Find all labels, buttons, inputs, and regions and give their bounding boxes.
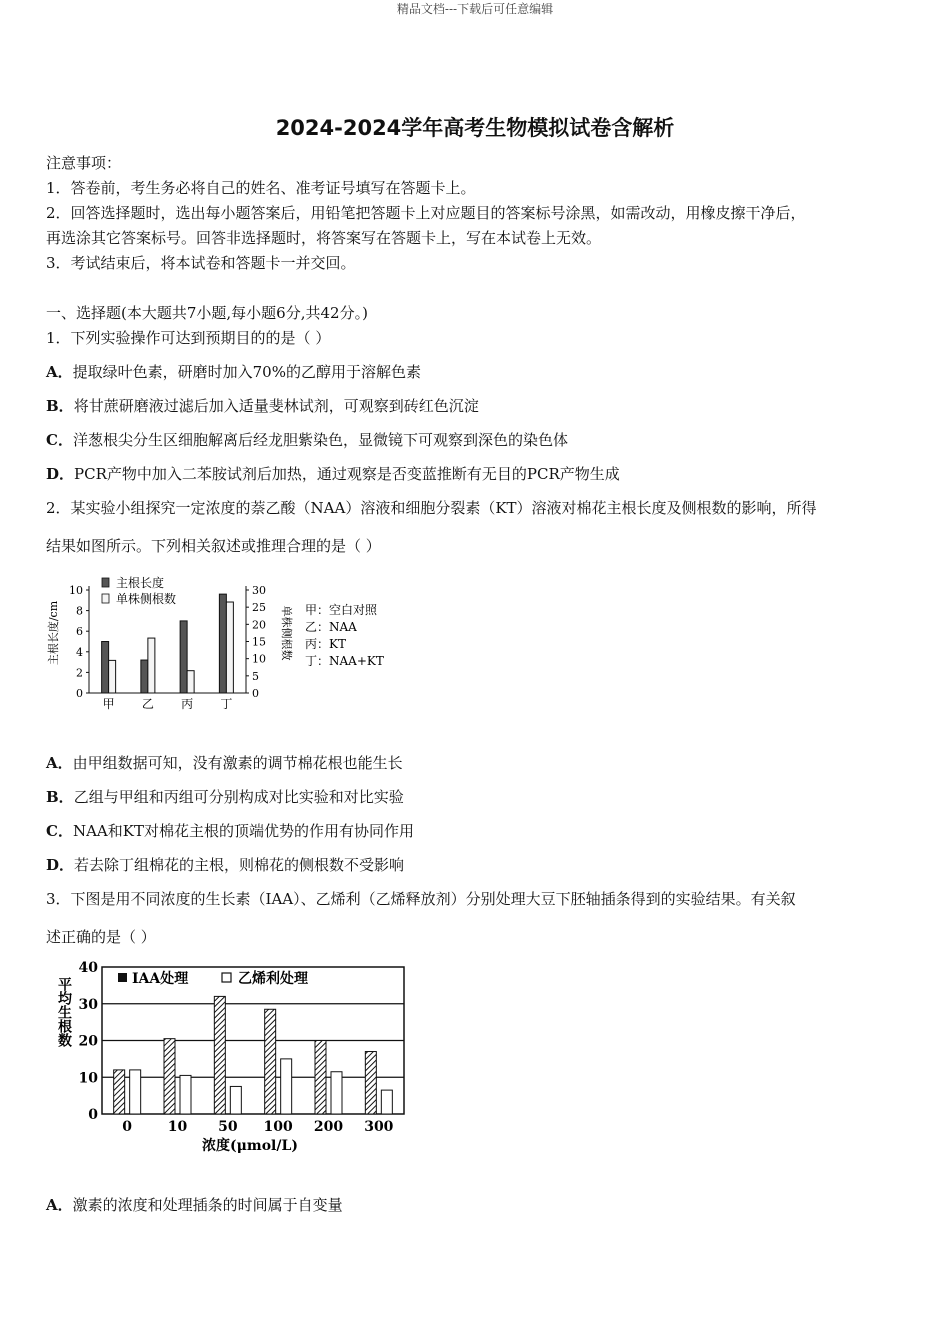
group-legend-item: 丁：NAA+KT	[305, 654, 384, 668]
notice-item: 1．答卷前，考生务必将自己的姓名、准考证号填写在答题卡上。	[46, 179, 476, 197]
ethephon-bar	[130, 1070, 141, 1114]
chart2-y-tick-label: 10	[78, 1070, 98, 1087]
notice-item: 3．考试结束后，将本试卷和答题卡一并交回。	[46, 254, 356, 272]
question-2-option-a: A．由甲组数据可知，没有激素的调节棉花根也能生长	[46, 754, 403, 772]
chart2-y-tick-label: 0	[88, 1107, 98, 1123]
legend-lateral-root: 单株侧根数	[116, 592, 177, 606]
main-root-bar	[141, 660, 148, 693]
chart2-x-tick-label: 200	[313, 1119, 344, 1135]
legend-iaa: IAA处理	[132, 971, 189, 987]
chart1-left-tick-label: 8	[76, 604, 83, 618]
chart2-y-tick-label: 30	[78, 996, 98, 1013]
lateral-root-bar	[148, 638, 155, 693]
chart1-left-tick-label: 4	[76, 645, 83, 659]
lateral-root-bar	[226, 602, 233, 693]
lateral-root-bar	[109, 660, 116, 693]
ethephon-bar	[180, 1075, 191, 1114]
question-2-option-d: D．若去除丁组棉花的主根，则棉花的侧根数不受影响	[46, 856, 405, 874]
notice-item: 再选涂其它答案标号。回答非选择题时，将答案写在答题卡上，写在本试卷上无效。	[46, 229, 602, 247]
main-root-bar	[219, 594, 226, 693]
question-3-stem: 3．下图是用不同浓度的生长素（IAA）、乙烯利（乙烯释放剂）分别处理大豆下胚轴插条得到的实验结果。有关叙	[46, 890, 796, 908]
chart2-x-tick-label: 100	[263, 1119, 293, 1135]
question-1-option-b: B．将甘蔗研磨液过滤后加入适量斐林试剂，可观察到砖红色沉淀	[46, 397, 479, 415]
chart1-right-tick-label: 15	[252, 635, 266, 649]
chart1-right-tick-label: 20	[252, 618, 266, 632]
ethephon-bar	[230, 1086, 241, 1114]
legend-swatch-lateral-root	[102, 594, 109, 603]
legend-ethephon: 乙烯利处理	[238, 971, 308, 987]
legend-swatch-main-root	[102, 578, 109, 587]
chart1-legend	[102, 575, 176, 606]
chart1-right-tick-label: 0	[252, 687, 259, 700]
chart1-category-label: 乙	[141, 697, 154, 711]
question-1-option-c: C．洋葱根尖分生区细胞解离后经龙胆紫染色，显微镜下可观察到深色的染色体	[46, 431, 568, 449]
ethephon-bar	[381, 1090, 392, 1114]
chart1-left-tick-label: 10	[69, 584, 83, 597]
ethephon-bar	[331, 1072, 342, 1114]
chart2-x-tick-label: 300	[364, 1119, 394, 1135]
iaa-bar	[365, 1052, 376, 1114]
chart1-left-tick-label: 2	[76, 666, 83, 680]
chart1-category-label: 丙	[181, 697, 194, 711]
main-root-bar	[180, 621, 187, 693]
chart2-x-tick-label: 10	[167, 1119, 188, 1135]
chart1-left-tick-label: 0	[76, 687, 83, 700]
chart1-group-legend	[305, 602, 384, 668]
chart2-x-tick-label: 0	[122, 1119, 133, 1135]
section-heading: 一、选择题(本大题共7小题,每小题6分,共42分。)	[46, 304, 368, 322]
rooting-bar-chart	[44, 956, 414, 1156]
group-legend-item: 乙：NAA	[305, 620, 357, 634]
lateral-root-bar	[187, 671, 194, 693]
question-1-stem: 1．下列实验操作可达到预期目的的是（ ）	[46, 329, 331, 347]
chart1-category-label: 丁	[220, 697, 233, 711]
legend-main-root: 主根长度	[116, 576, 165, 590]
chart1-category-label: 甲	[102, 697, 115, 711]
notice-heading: 注意事项：	[46, 154, 122, 172]
chart2-y-tick-label: 40	[78, 960, 98, 976]
question-2-option-c: C．NAA和KT对棉花主根的顶端优势的作用有协同作用	[46, 822, 414, 840]
legend-swatch-iaa	[118, 973, 127, 982]
iaa-bar	[114, 1070, 125, 1114]
chart2-x-tick-label: 50	[218, 1119, 238, 1135]
group-legend-item: 丙：KT	[305, 637, 346, 651]
root-bar-chart	[40, 570, 400, 720]
iaa-bar	[214, 996, 225, 1114]
main-root-bar	[102, 642, 109, 694]
chart2-ylabel: 平均生根数	[56, 977, 72, 1047]
question-1-option-a: A．提取绿叶色素，研磨时加入70%的乙醇用于溶解色素	[46, 363, 421, 381]
chart1-right-tick-label: 10	[252, 652, 266, 666]
ethephon-bar	[281, 1059, 292, 1114]
question-2-stem: 2．某实验小组探究一定浓度的萘乙酸（NAA）溶液和细胞分裂素（KT）溶液对棉花主根长度及侧根数的影响，所得	[46, 499, 817, 517]
group-legend-item: 甲：空白对照	[305, 603, 378, 617]
header-note: 精品文档---下载后可任意编辑	[396, 2, 554, 16]
question-2-option-b: B．乙组与甲组和丙组可分别构成对比实验和对比实验	[46, 788, 404, 806]
question-2-stem-cont: 结果如图所示。下列相关叙述或推理合理的是（ ）	[46, 537, 381, 555]
chart1-ylabel-right: 单株侧根数	[280, 605, 293, 661]
page-title: 2024-2024学年高考生物模拟试卷含解析	[275, 116, 675, 140]
chart2-xlabel: 浓度(μmol/L)	[202, 1138, 298, 1154]
iaa-bar	[164, 1039, 175, 1114]
chart2-y-tick-label: 20	[78, 1033, 98, 1050]
chart1-ylabel: 主根长度/cm	[47, 600, 60, 666]
question-3-option-a: A．激素的浓度和处理插条的时间属于自变量	[46, 1196, 343, 1214]
chart1-right-tick-label: 5	[252, 669, 259, 683]
question-3-stem-cont: 述正确的是（ ）	[46, 928, 156, 946]
chart1-right-tick-label: 25	[252, 601, 266, 615]
question-1-option-d: D．PCR产物中加入二苯胺试剂后加热，通过观察是否变蓝推断有无目的PCR产物生成	[46, 465, 620, 483]
iaa-bar	[265, 1009, 276, 1114]
iaa-bar	[315, 1041, 326, 1115]
notice-item: 2．回答选择题时，选出每小题答案后，用铅笔把答题卡上对应题目的答案标号涂黑，如需改动，用橡皮擦干净后，	[46, 204, 806, 222]
chart2-legend	[118, 970, 309, 987]
chart1-right-tick-label: 30	[252, 584, 266, 597]
chart1-left-tick-label: 6	[76, 625, 83, 639]
legend-swatch-ethephon	[222, 973, 231, 982]
